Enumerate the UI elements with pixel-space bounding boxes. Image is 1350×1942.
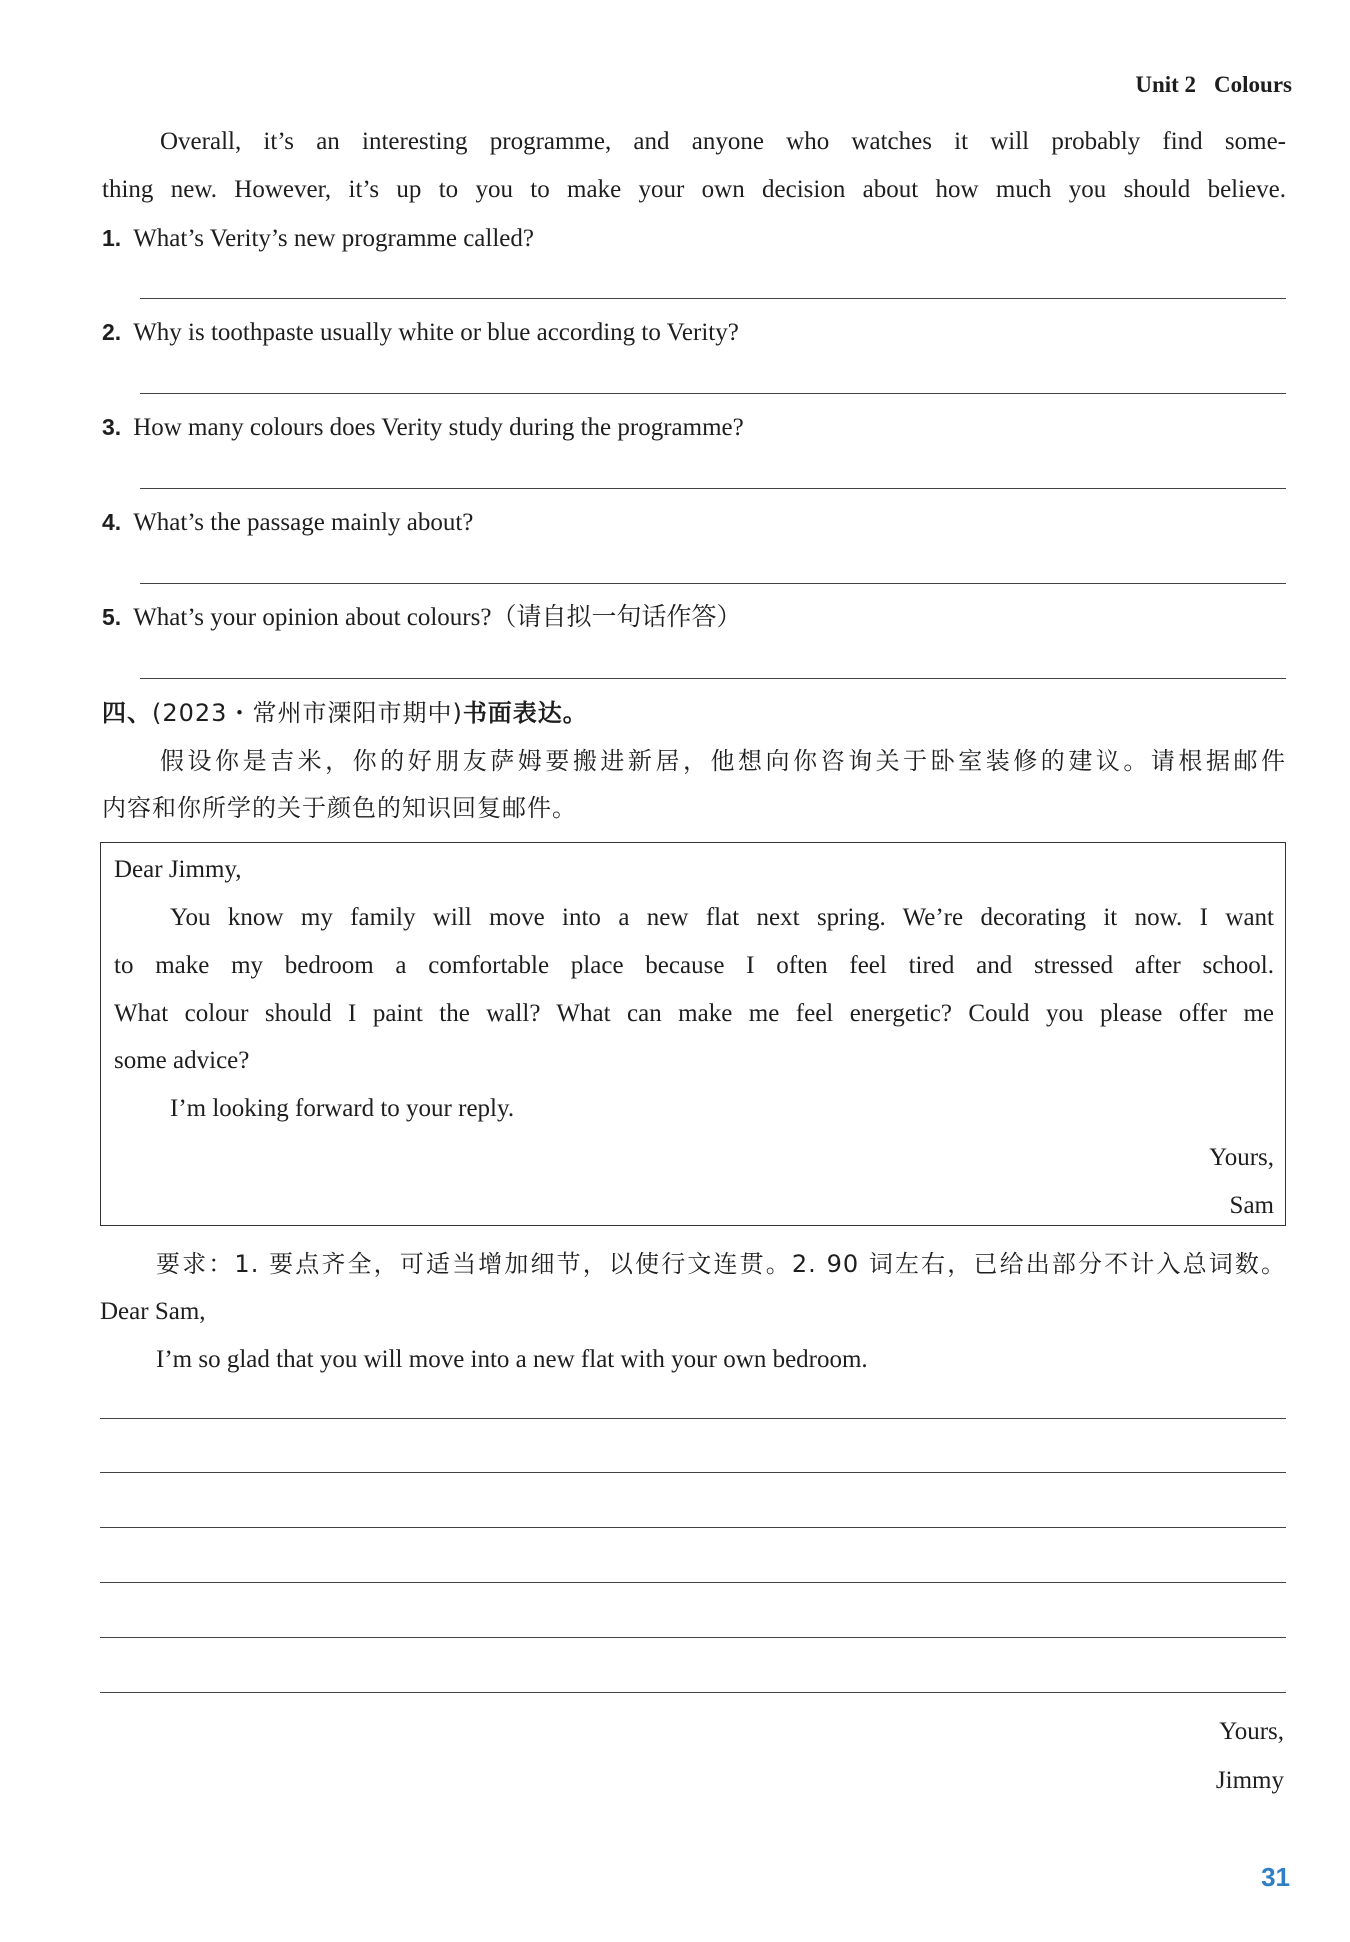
question-text: Why is toothpaste usually white or blue according to Verity? [133, 319, 739, 346]
requirements: 要求：1. 要点齐全，可适当增加细节，以使行文连贯。2. 90 词左右，已给出部分不计入总词数。 [156, 1250, 1286, 1278]
question-number: 3. [102, 414, 122, 440]
answer-line-5[interactable] [140, 678, 1286, 679]
letter-line-2: to make my bedroom a comfortable place because I often feel tired and stressed after school. [114, 952, 1274, 979]
letter-line-4: some advice? [114, 1047, 250, 1074]
answer-line-2[interactable] [140, 393, 1286, 394]
question-number: 5. [102, 604, 122, 630]
passage-line-1: Overall, it’s an interesting programme, and anyone who watches it will probably find some- [160, 128, 1286, 155]
reply-closing: Yours, [1219, 1718, 1284, 1745]
answer-line-1[interactable] [140, 298, 1286, 299]
writing-line-6[interactable] [100, 1692, 1286, 1693]
writing-line-4[interactable] [100, 1582, 1286, 1583]
letter-line-5: I’m looking forward to your reply. [170, 1095, 515, 1122]
reply-greeting: Dear Sam, [100, 1298, 206, 1325]
letter-box [100, 842, 1286, 1226]
answer-line-3[interactable] [140, 488, 1286, 489]
writing-line-5[interactable] [100, 1637, 1286, 1638]
letter-signature: Sam [1229, 1192, 1274, 1219]
letter-greeting: Dear Jimmy, [114, 856, 242, 883]
unit-label: Unit 2 [1135, 72, 1197, 97]
question-4 [102, 506, 473, 539]
passage-line-2: thing new. However, it’s up to you to make your own decision about how much you should believe. [102, 176, 1286, 203]
question-3 [102, 411, 744, 444]
page-number: 31 [1261, 1862, 1290, 1892]
section-instruction-2: 内容和你所学的关于颜色的知识回复邮件。 [102, 794, 577, 822]
section-title: 书面表达。 [462, 699, 588, 727]
question-number: 4. [102, 509, 122, 535]
unit-title: Colours [1214, 72, 1292, 97]
letter-line-3: What colour should I paint the wall? What can make me feel energetic? Could you please offer me [114, 1000, 1274, 1027]
answer-line-4[interactable] [140, 583, 1286, 584]
writing-line-1[interactable] [100, 1418, 1286, 1419]
question-text: What’s the passage mainly about? [133, 509, 474, 536]
section-index: 四、 [102, 699, 152, 727]
question-2 [102, 316, 739, 349]
question-5 [102, 601, 741, 634]
writing-line-3[interactable] [100, 1527, 1286, 1528]
question-number: 1. [102, 225, 122, 251]
section-instruction-1: 假设你是吉米，你的好朋友萨姆要搬进新居，他想向你咨询关于卧室装修的建议。请根据邮件 [160, 747, 1286, 775]
letter-line-1: You know my family will move into a new flat next spring. We’re decorating it now. I want [170, 904, 1274, 931]
writing-line-2[interactable] [100, 1472, 1286, 1473]
section-source: (2023・常州市溧阳市期中) [152, 699, 463, 727]
letter-closing: Yours, [1209, 1144, 1274, 1171]
question-text: How many colours does Verity study during the programme? [133, 414, 744, 441]
question-text: What’s your opinion about colours?（请自拟一句话作答） [133, 604, 742, 631]
reply-signature: Jimmy [1215, 1767, 1284, 1794]
section-4-heading [102, 697, 588, 729]
page-header [1135, 72, 1292, 98]
question-text: What’s Verity’s new programme called? [133, 225, 534, 252]
question-number: 2. [102, 319, 122, 345]
question-1 [102, 222, 534, 255]
reply-opening: I’m so glad that you will move into a new flat with your own bedroom. [156, 1346, 868, 1373]
